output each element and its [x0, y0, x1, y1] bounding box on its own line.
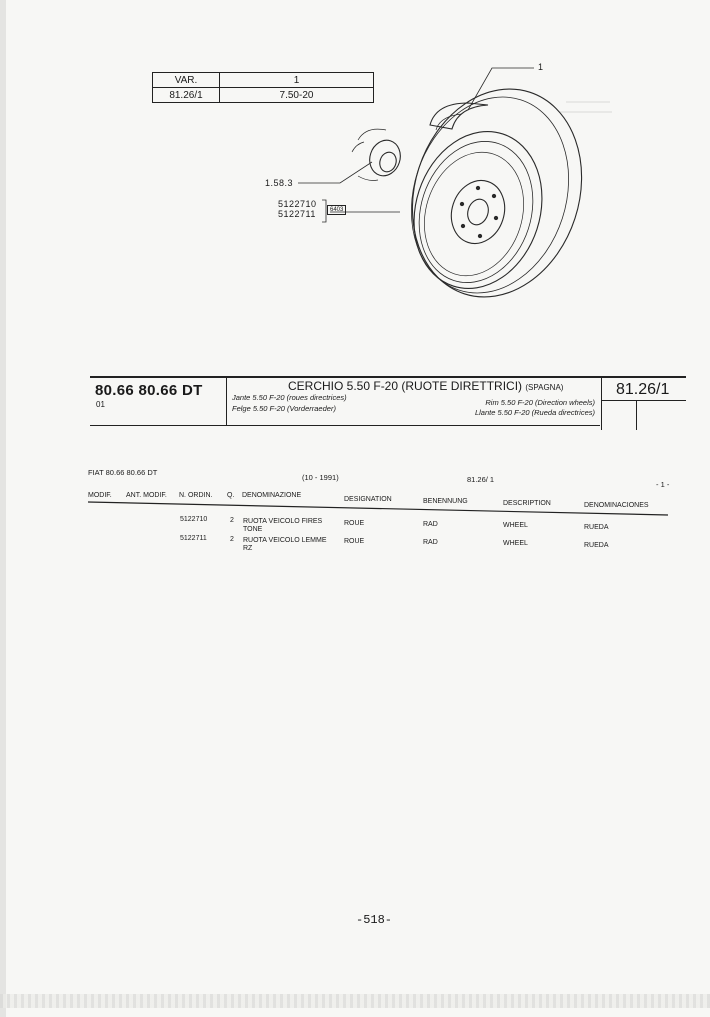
row-2-name-1: RUOTA VEICOLO LEMME	[243, 537, 327, 544]
col-modif: MODIF.	[88, 492, 112, 499]
callout-1: 1	[538, 62, 544, 72]
vehicle-label: FIAT 80.66 80.66 DT	[88, 468, 158, 477]
variant-header-value: 1	[220, 73, 374, 88]
row-2-name-2: RZ	[243, 545, 253, 552]
col-denominazione: DENOMINAZIONE	[242, 492, 302, 499]
callout-part-5122710: 5122710	[278, 199, 317, 209]
callout-box-6403: 6403	[327, 205, 346, 215]
title-english: Rim 5.50 F-20 (Direction wheels)	[485, 398, 595, 407]
list-code: 81.26/ 1	[467, 475, 495, 484]
list-page-marker: - 1 -	[656, 480, 670, 489]
title-text: CERCHIO 5.50 F-20 (RUOTE DIRETTRICI)	[288, 379, 523, 393]
scan-artifact	[0, 994, 710, 1008]
row-2-number: 5122711	[180, 535, 207, 542]
title-french: Jante 5.50 F-20 (roues directrices)	[232, 393, 347, 402]
group-code: 81.26/1	[616, 381, 670, 398]
row-1-es: RUEDA	[584, 524, 609, 531]
model-number: 80.66 80.66 DT	[95, 382, 203, 399]
list-date: (10 - 1991)	[302, 473, 339, 482]
col-designation: DESIGNATION	[344, 496, 392, 503]
col-benennung: BENENNUNG	[423, 498, 468, 505]
row-1-name-2: TONE	[243, 526, 263, 533]
page-number: -518-	[356, 913, 393, 927]
callout-hub: 1.58.3	[265, 178, 294, 188]
model-sub: 01	[96, 400, 105, 409]
row-1-qty: 2	[230, 517, 234, 524]
variant-code: 81.26/1	[153, 88, 220, 103]
variant-size: 7.50-20	[220, 88, 374, 103]
row-1-name-1: RUOTA VEICOLO FIRES	[243, 518, 323, 525]
row-2-qty: 2	[230, 536, 234, 543]
col-qty: Q.	[227, 492, 235, 499]
row-2-es: RUEDA	[584, 542, 609, 549]
title-note: (SPAGNA)	[525, 383, 564, 392]
row-2-en: WHEEL	[503, 540, 528, 547]
row-1-de: RAD	[423, 521, 438, 528]
callout-part-5122711: 5122711	[278, 209, 316, 219]
title-german: Felge 5.50 F-20 (Vorderraeder)	[232, 404, 336, 413]
variant-header-label: VAR.	[153, 73, 220, 88]
row-1-fr: ROUE	[344, 520, 365, 527]
col-description: DESCRIPTION	[503, 500, 551, 507]
row-1-en: WHEEL	[503, 522, 528, 529]
title-spanish: Llante 5.50 F-20 (Rueda directrices)	[474, 408, 595, 417]
col-n-ordin: N. ORDIN.	[179, 492, 213, 499]
row-2-de: RAD	[423, 539, 438, 546]
row-1-number: 5122710	[180, 516, 208, 523]
col-denominaciones: DENOMINACIONES	[584, 502, 649, 509]
row-2-fr: ROUE	[344, 538, 365, 545]
col-ant-modif: ANT. MODIF.	[126, 492, 167, 499]
